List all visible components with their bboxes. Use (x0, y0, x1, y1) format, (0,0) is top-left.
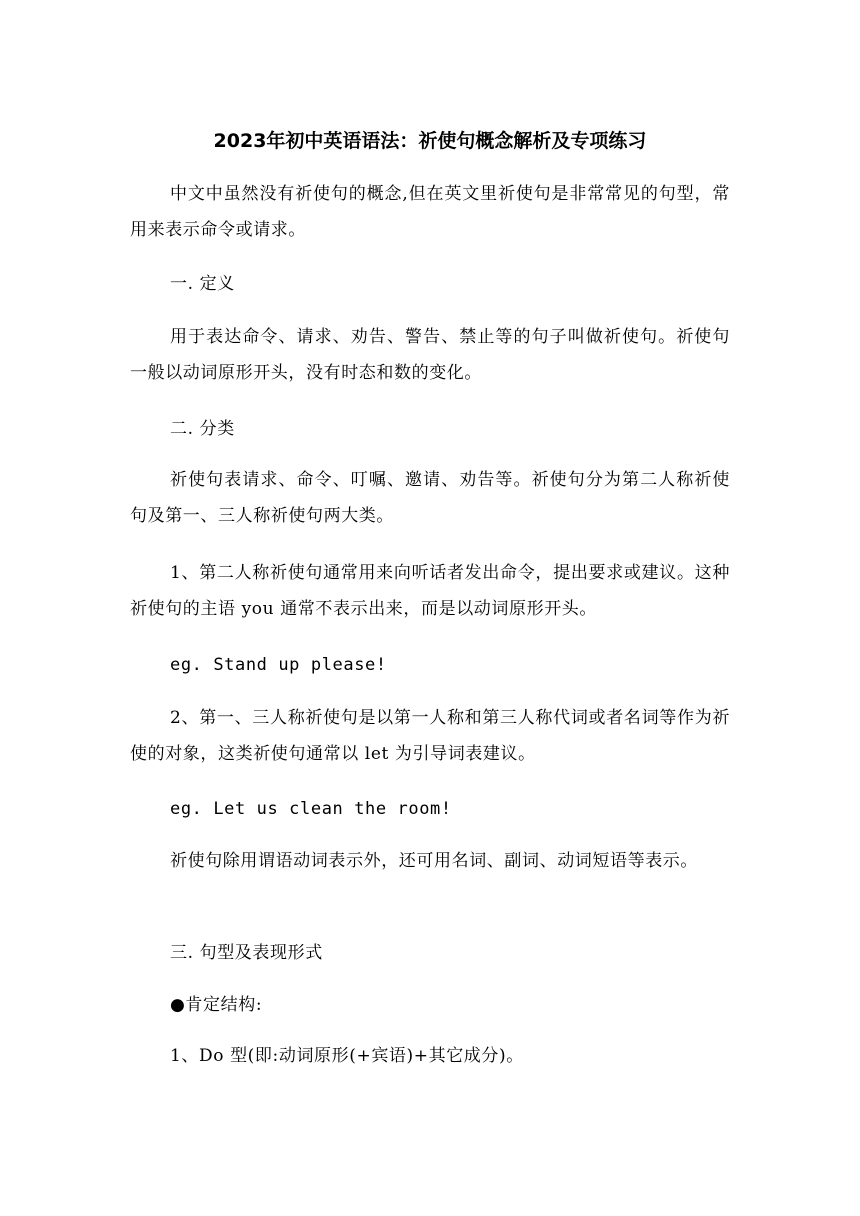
example-stand-up: eg. Stand up please! (170, 655, 387, 675)
section-heading-sentence-patterns: 三. 句型及表现形式 (170, 943, 323, 963)
section-heading-definition: 一. 定义 (170, 274, 235, 294)
example-let-us: eg. Let us clean the room! (170, 799, 452, 819)
other-forms-paragraph: 祈使句除用谓语动词表示外，还可用名词、副词、动词短语等表示。 (170, 851, 698, 871)
classification-paragraph: 祈使句表请求、命令、叮嘱、邀请、劝告等。祈使句分为第二人称祈使句及第一、三人称祈使句两大类。 (130, 470, 730, 526)
second-person-paragraph: 1、第二人称祈使句通常用来向听话者发出命令，提出要求或建议。这种祈使句的主语 you 通常不表示出来，而是以动词原形开头。 (130, 563, 730, 619)
document-title: 2023年初中英语语法：祈使句概念解析及专项练习 (213, 130, 647, 152)
do-pattern-item: 1、Do 型(即:动词原形(+宾语)+其它成分)。 (170, 1046, 524, 1066)
intro-paragraph: 中文中虽然没有祈使句的概念,但在英文里祈使句是非常常见的句型，常用来表示命令或请求。 (130, 184, 730, 240)
section-heading-classification: 二. 分类 (170, 419, 235, 439)
definition-paragraph: 用于表达命令、请求、劝告、警告、禁止等的句子叫做祈使句。祈使句一般以动词原形开头，没有时态和数的变化。 (130, 327, 730, 383)
first-third-person-paragraph: 2、第一、三人称祈使句是以第一人称和第三人称代词或者名词等作为祈使的对象，这类祈使句通常以 let 为引导词表建议。 (130, 708, 730, 764)
affirmative-structure-heading: ●肯定结构: (170, 995, 263, 1015)
